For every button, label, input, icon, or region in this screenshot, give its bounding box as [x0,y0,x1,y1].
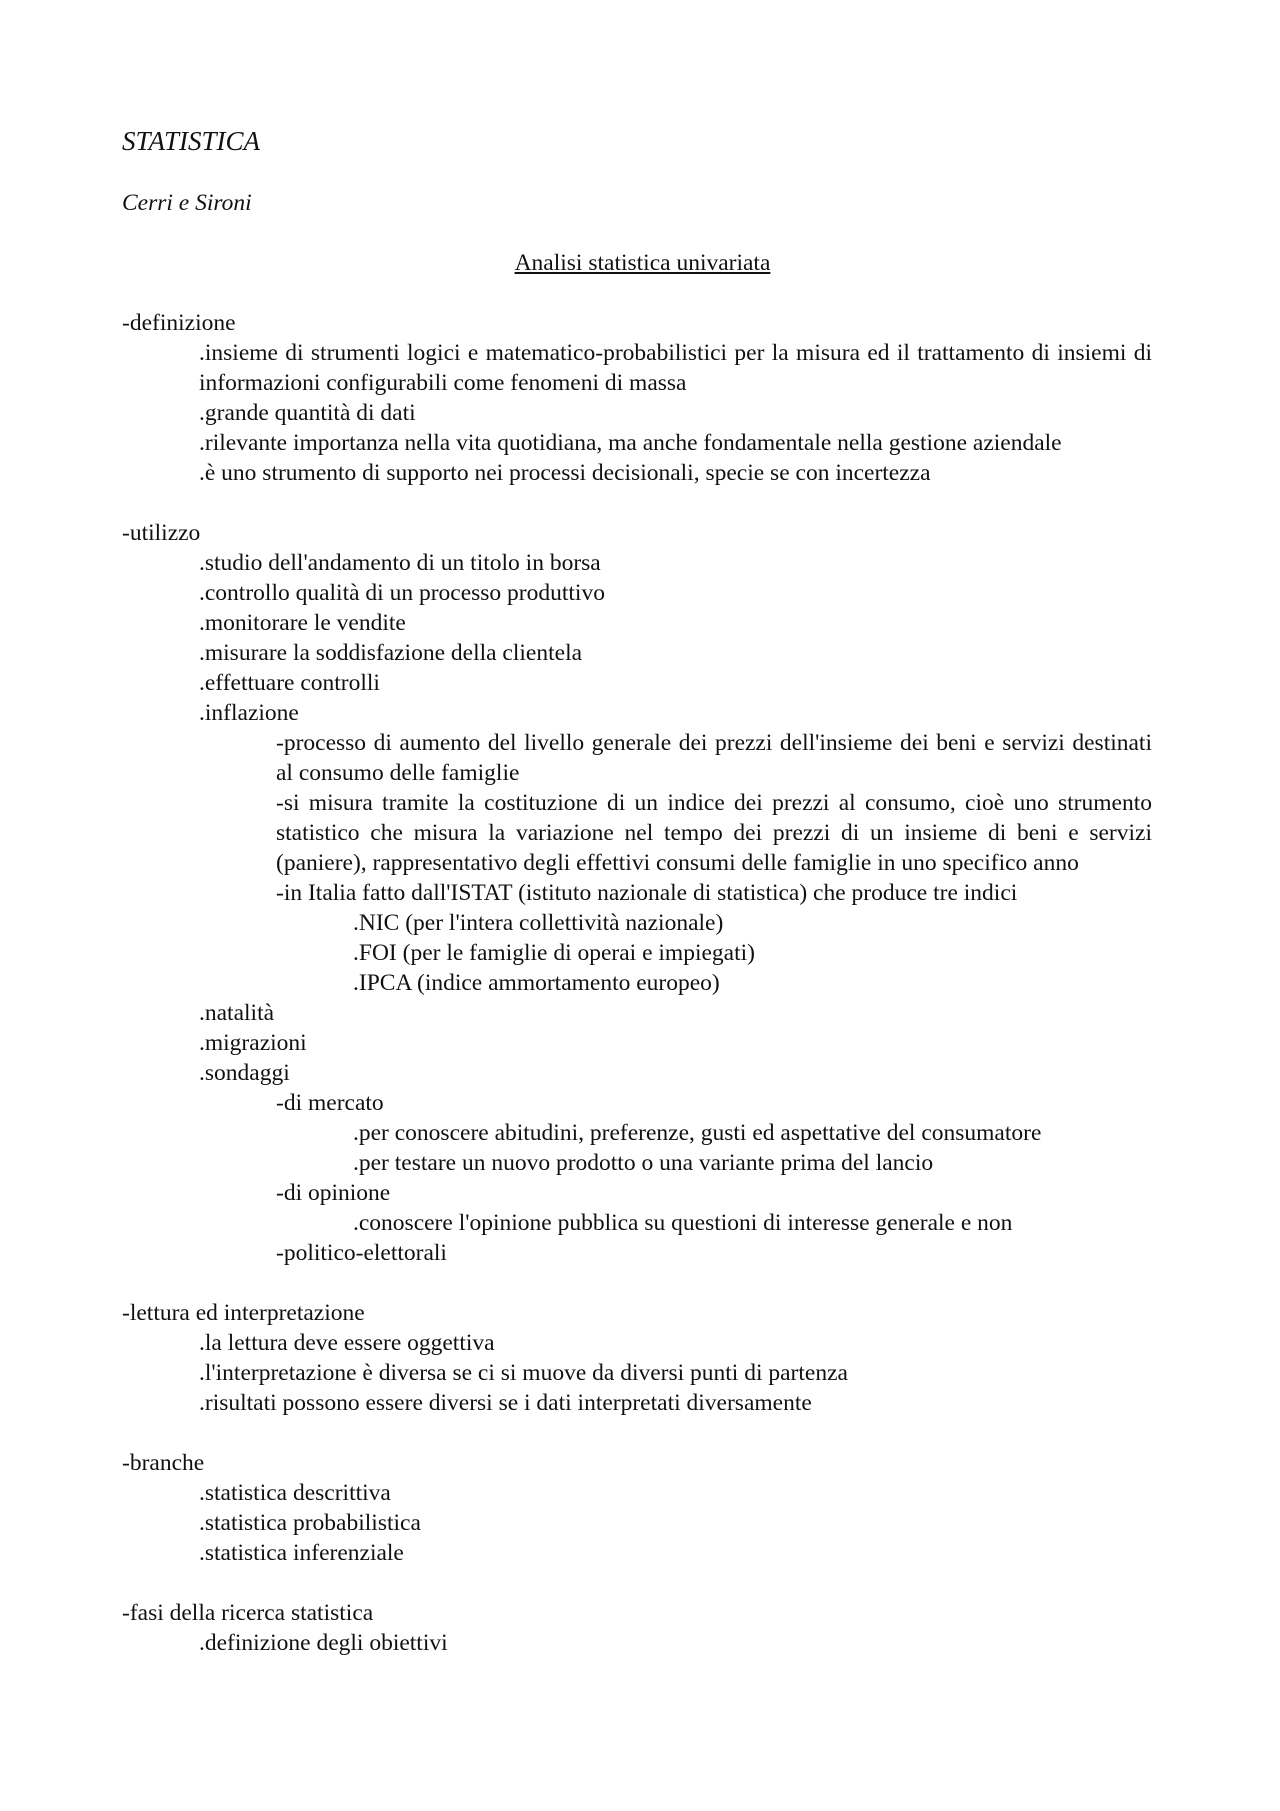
list-item: .grande quantità di dati [199,400,416,426]
section-heading: -lettura ed interpretazione [122,1300,365,1326]
list-item: .studio dell'andamento di un titolo in borsa [199,550,601,576]
list-item: .misurare la soddisfazione della clientela [199,640,583,666]
list-item: .natalità [199,1000,275,1026]
list-item: .statistica inferenziale [199,1540,404,1566]
subtitle-text: Analisi statistica univariata [514,250,771,276]
list-item: .migrazioni [199,1030,307,1056]
list-item: .la lettura deve essere oggettiva [199,1330,495,1356]
sub-sub-list-item: .conoscere l'opinione pubblica su questioni di interesse generale e non [353,1210,1013,1236]
section-utilizzo [122,518,1152,1268]
document-body [122,308,1152,1658]
list-item: .sondaggi [199,1060,290,1086]
list-item: .statistica probabilistica [199,1510,421,1536]
list-item: .l'interpretazione è diversa se ci si muove da diversi punti di partenza [199,1360,848,1386]
section-fasi [122,1598,1152,1658]
list-item: .rilevante importanza nella vita quotidiana, ma anche fondamentale nella gestione aziendale [199,430,1062,456]
list-item: .definizione degli obiettivi [199,1630,448,1656]
list-item: .insieme di strumenti logici e matematico-probabilistici per la misura ed il trattamento di insiemi di informazioni configurabili come fenomeni di massa [199,340,1152,396]
section-heading: -definizione [122,310,236,336]
section-branche [122,1448,1152,1568]
document-subtitle [0,248,1280,278]
document-authors: Cerri e Sironi [122,190,252,216]
sub-list-item: -in Italia fatto dall'ISTAT (istituto nazionale di statistica) che produce tre indici [276,880,1018,906]
sub-list-item: -politico-elettorali [276,1240,447,1266]
sub-list-item: -di opinione [276,1180,391,1206]
sub-list-item: -processo di aumento del livello generale dei prezzi dell'insieme dei beni e servizi destinati al consumo delle famiglie [276,730,1152,786]
list-item: .è uno strumento di supporto nei processi decisionali, specie se con incertezza [199,460,931,486]
sub-list-item: -di mercato [276,1090,384,1116]
document-title: STATISTICA [122,126,261,156]
sub-sub-list-item: .NIC (per l'intera collettività nazionale) [353,910,724,936]
list-item: .controllo qualità di un processo produttivo [199,580,605,606]
sub-list-item: -si misura tramite la costituzione di un indice dei prezzi al consumo, cioè uno strumento statistico che misura la variazione nel tempo dei prezzi di un insieme di beni e servizi (paniere), rappresentativo degli effettivi consumi delle famiglie in uno specifico anno [276,790,1152,876]
list-item: .effettuare controlli [199,670,380,696]
section-lettura [122,1298,1152,1418]
list-item: .monitorare le vendite [199,610,406,636]
sub-sub-list-item: .FOI (per le famiglie di operai e impiegati) [353,940,755,966]
section-heading: -fasi della ricerca statistica [122,1600,374,1626]
sub-sub-list-item: .per testare un nuovo prodotto o una variante prima del lancio [353,1150,934,1176]
sub-sub-list-item: .per conoscere abitudini, preferenze, gusti ed aspettative del consumatore [353,1120,1042,1146]
list-item: .statistica descrittiva [199,1480,391,1506]
list-item: .risultati possono essere diversi se i dati interpretati diversamente [199,1390,812,1416]
section-heading: -branche [122,1450,205,1476]
sub-sub-list-item: .IPCA (indice ammortamento europeo) [353,970,720,996]
section-definizione [122,308,1152,488]
list-item: .inflazione [199,700,299,726]
section-heading: -utilizzo [122,520,201,546]
